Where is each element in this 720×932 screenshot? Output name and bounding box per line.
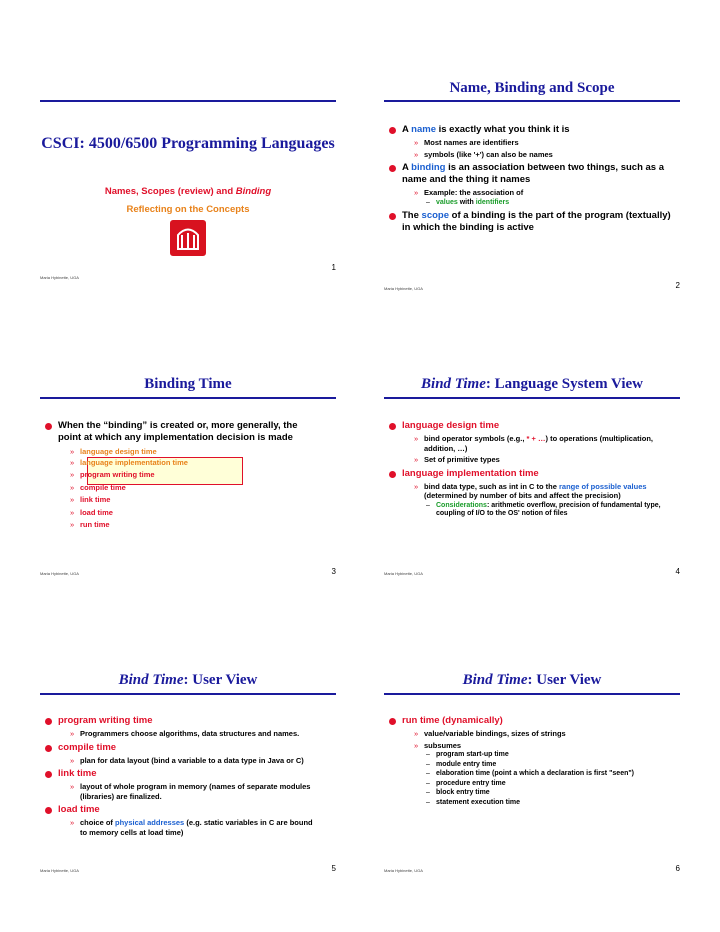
footer-author: Maria Hybinette, UGA — [384, 571, 423, 576]
sub-sub-bullet: – block entry time — [402, 789, 674, 798]
title-rule — [40, 397, 336, 399]
sub-sub-bullet: – program start-up time — [402, 751, 674, 760]
sub-sub-bullet: – module entry time — [402, 761, 674, 770]
slide-subtitle-2: Reflecting on the Concepts — [126, 204, 250, 215]
sub-bullet: » symbols (like '+') can also be names — [402, 150, 674, 160]
slide-title: Bind Time: User View — [462, 672, 602, 688]
slide-1 — [40, 70, 336, 300]
list-item: » compile time — [58, 483, 314, 493]
slide-title: CSCI: 4500/6500 Programming Languages — [41, 135, 335, 152]
sub-sub-bullet: – values with identifiers — [402, 199, 674, 208]
slide-title: Binding Time — [144, 376, 232, 392]
sub-sub-bullet: – Considerations: arithmetic overflow, precision of fundamental type, coupling of I/O to the OS' notion of files — [402, 502, 674, 519]
title-rule — [384, 397, 680, 399]
bullet-list — [44, 715, 314, 840]
page-number: 5 — [331, 864, 336, 873]
title-rule — [384, 693, 680, 695]
page-number: 1 — [331, 263, 336, 272]
list-item: » load time — [58, 508, 314, 518]
bullet-design-time: language design time » bind operator symbols (e.g., * + …) to operations (multiplication, addition, …) » Set of primitive types — [388, 420, 674, 465]
list-item: » language design time — [58, 447, 314, 457]
slide-subtitle: Names, Scopes (review) and Binding — [104, 186, 272, 197]
sub-sub-bullet: – procedure entry time — [402, 780, 674, 789]
slide-5 — [40, 668, 336, 898]
slide-title: Bind Time: User View — [118, 672, 258, 688]
slide-6 — [384, 668, 680, 898]
bullet-binding-time: When the “binding” is created or, more generally, the point at which any implementation decision is made » language design time » language implementation time » program writing time » compile time » link time » load time » run time — [44, 420, 314, 530]
bullet-program-writing-time: program writing time » Programmers choose algorithms, data structures and names. — [44, 715, 314, 739]
list-item: » run time — [58, 520, 314, 530]
sub-bullet: » plan for data layout (bind a variable to a data type in Java or C) — [58, 756, 314, 766]
page-number: 4 — [675, 567, 680, 576]
footer-author: Maria Hybinette, UGA — [384, 868, 423, 873]
sub-bullet: » value/variable bindings, sizes of strings — [402, 729, 674, 739]
sub-sub-bullet: – elaboration time (point a which a declaration is first "seen") — [402, 770, 674, 779]
bullet-scope: The scope of a binding is the part of the program (textually) in which the binding is active — [388, 210, 674, 234]
sub-bullet: » Programmers choose algorithms, data structures and names. — [58, 729, 314, 739]
title-rule — [40, 100, 336, 102]
bullet-run-time: run time (dynamically) » value/variable bindings, sizes of strings » subsumes – program start-up time – module entry time – elaboration time (point a which a declaration is first "seen") – procedure entry time – block entry time – statement execution time — [388, 715, 674, 807]
uga-arch-logo — [170, 220, 206, 256]
bullet-list — [388, 715, 674, 810]
sub-sub-bullet: – statement execution time — [402, 799, 674, 808]
footer-author: Maria Hybinette, UGA — [40, 275, 79, 280]
sub-bullet: » Set of primitive types — [402, 455, 674, 465]
arch-icon — [170, 220, 206, 256]
bullet-compile-time: compile time » plan for data layout (bind a variable to a data type in Java or C) — [44, 742, 314, 766]
title-rule — [40, 693, 336, 695]
footer-author: Maria Hybinette, UGA — [40, 571, 79, 576]
footer-author: Maria Hybinette, UGA — [40, 868, 79, 873]
bullet-binding: A binding is an association between two things, such as a name and the thing it names » Example: the association of – values with identifiers — [388, 162, 674, 207]
sub-bullet: » subsumes – program start-up time – module entry time – elaboration time (point a which a declaration is first "seen") – procedure entry time – block entry time – statement execution time — [402, 741, 674, 808]
bullet-implementation-time: language implementation time » bind data type, such as int in C to the range of possible values (determined by number of bits and affect the precision) – Considerations: arithmetic overflow, precision of fundamental type, coupling of I/O to the OS' notion of files — [388, 468, 674, 519]
page-number: 6 — [675, 864, 680, 873]
slide-title: Bind Time: Language System View — [421, 376, 643, 392]
page-number: 3 — [331, 567, 336, 576]
title-rule — [384, 100, 680, 102]
sub-bullet: » Example: the association of – values with identifiers — [402, 188, 674, 207]
bullet-load-time: load time » choice of physical addresses (e.g. static variables in C are bound to memory cells at load time) — [44, 804, 314, 837]
slide-3 — [40, 370, 336, 600]
list-item: » program writing time — [58, 470, 314, 480]
sub-bullet: » Most names are identifiers — [402, 138, 674, 148]
list-item: » link time — [58, 495, 314, 505]
bullet-list — [44, 420, 314, 533]
sub-bullet: » bind data type, such as int in C to the range of possible values (determined by number of bits and affect the precision) – Considerations: arithmetic overflow, precision of fundamental type, coupling of I/O to the OS' notion of files — [402, 482, 674, 519]
sub-bullet: » choice of physical addresses (e.g. static variables in C are bound to memory cells at load time) — [58, 818, 314, 837]
bullet-list — [388, 124, 674, 237]
slide-4 — [384, 370, 680, 600]
slide-2 — [384, 70, 680, 300]
sub-bullet: » layout of whole program in memory (names of separate modules (libraries) are finalized. — [58, 782, 314, 801]
sub-bullet: » bind operator symbols (e.g., * + …) to operations (multiplication, addition, …) — [402, 434, 674, 453]
list-item: » language implementation time — [58, 458, 314, 468]
bullet-list — [388, 420, 674, 522]
bullet-name: A name is exactly what you think it is » Most names are identifiers » symbols (like '+') can also be names — [388, 124, 674, 159]
footer-author: Maria Hybinette, UGA — [384, 286, 423, 291]
slide-title: Name, Binding and Scope — [449, 80, 615, 96]
page-number: 2 — [675, 281, 680, 290]
bullet-link-time: link time » layout of whole program in memory (names of separate modules (libraries) are finalized. — [44, 768, 314, 801]
